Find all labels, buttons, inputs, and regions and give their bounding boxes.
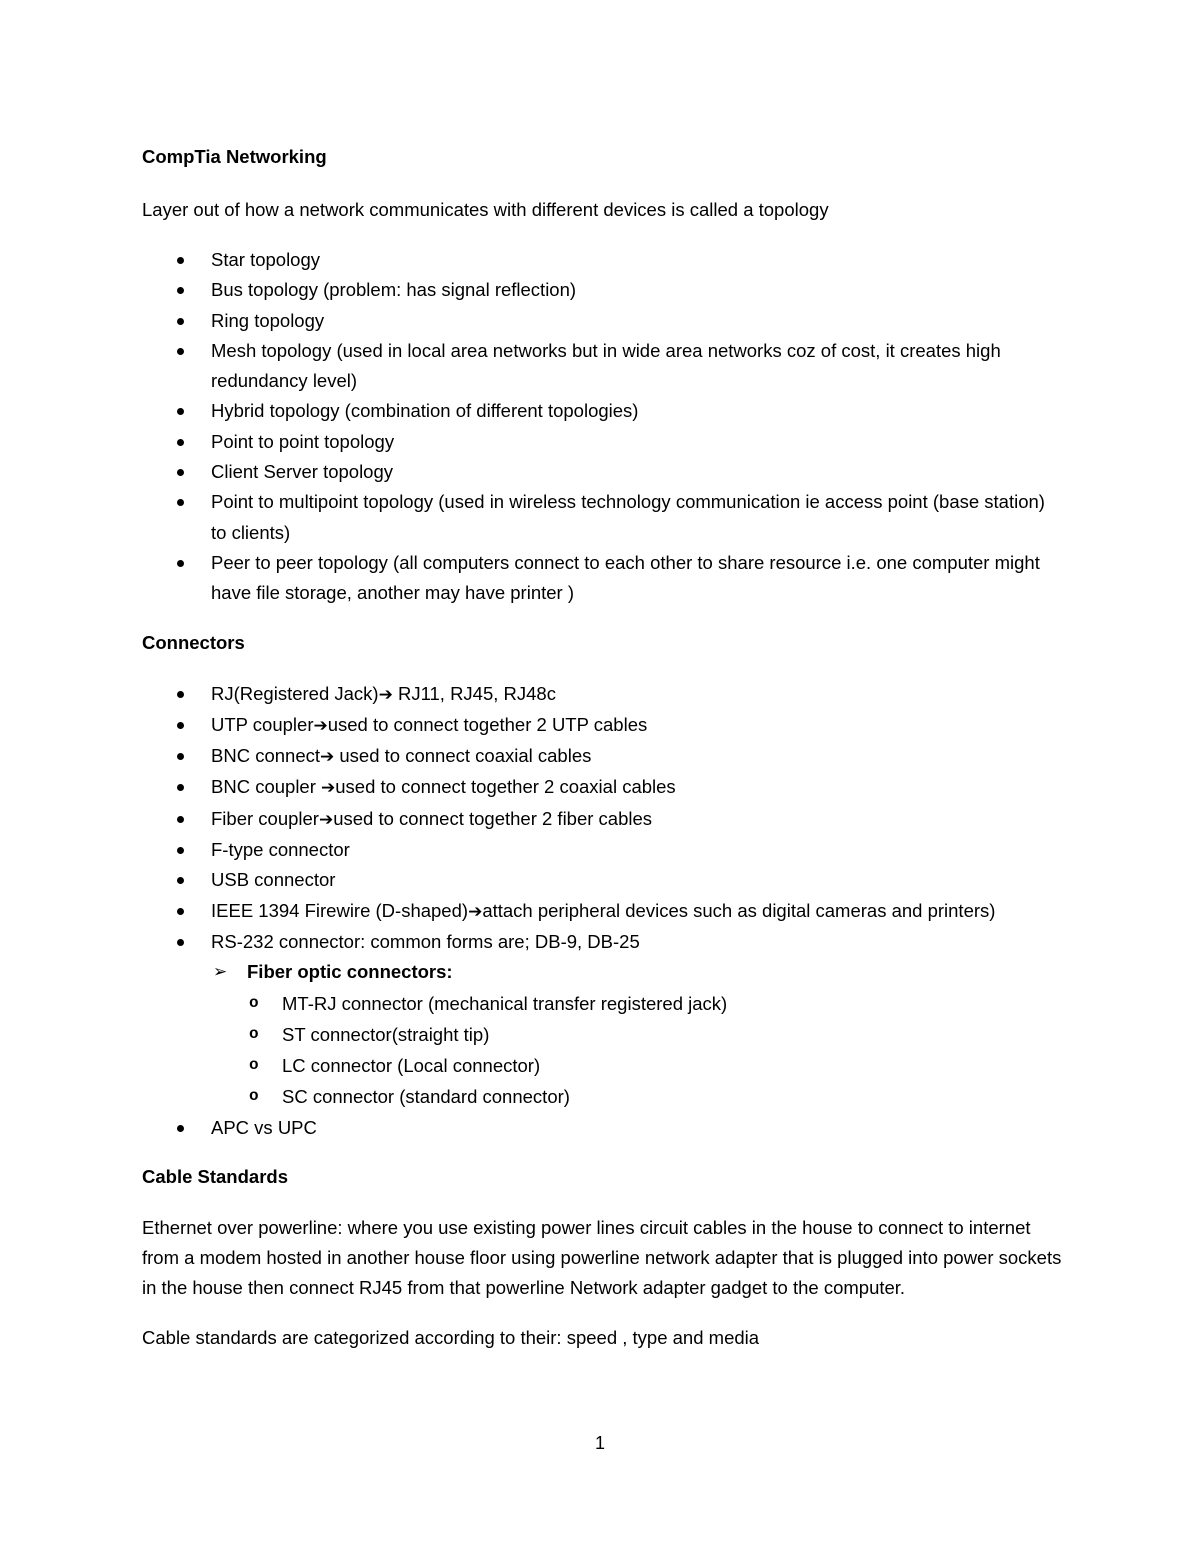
arrow-right-icon: ➔ <box>320 747 335 767</box>
arrow-right-icon: ➔ <box>378 684 393 704</box>
bullet-icon <box>177 287 184 294</box>
bullet-icon <box>177 257 184 264</box>
bullet-icon <box>177 560 184 567</box>
powerline-paragraph: Ethernet over powerline: where you use existing power lines circuit cables in the house to connect to internet from a modem hosted in another house floor using powerline network adapter that is plugged into power sockets in the house then connect RJ45 from that powerline Network adapter gadget to the computer. <box>142 1217 1062 1299</box>
connectors-list <box>142 679 1062 1143</box>
arrow-right-icon: ➔ <box>321 778 336 798</box>
list-item: BNC connect➔ used to connect coaxial cables <box>142 741 1062 772</box>
bullet-icon <box>177 753 184 760</box>
list-item: o LC connector (Local connector) <box>142 1050 1062 1081</box>
bullet-icon <box>177 1125 184 1132</box>
bullet-icon <box>177 499 184 506</box>
cable-standards-paragraph: Cable standards are categorized according to their: speed , type and media <box>142 1327 760 1349</box>
arrow-right-icon: ➔ <box>468 901 483 921</box>
connectors-heading: Connectors <box>142 631 245 653</box>
list-item: o ST connector(straight tip) <box>142 1019 1062 1050</box>
list-item: RS-232 connector: common forms are; DB-9, DB-25 <box>142 927 1062 957</box>
list-item: BNC coupler ➔used to connect together 2 coaxial cables <box>142 772 1062 803</box>
circle-bullet-icon: o <box>249 1056 259 1075</box>
list-item: Hybrid topology (combination of different topologies) <box>142 396 1062 426</box>
bullet-icon <box>177 877 184 884</box>
list-item: Client Server topology <box>142 457 1062 487</box>
bullet-icon <box>177 722 184 729</box>
document-title: CompTia Networking <box>142 146 327 167</box>
list-item: Peer to peer topology (all computers connect to each other to share resource i.e. one computer might have file storage, another may have printer ) <box>142 548 1062 609</box>
circle-bullet-icon: o <box>249 1087 259 1106</box>
list-item: USB connector <box>142 865 1062 895</box>
arrow-right-icon: ➔ <box>313 715 328 735</box>
bullet-icon <box>177 816 184 823</box>
list-item: o SC connector (standard connector) <box>142 1081 1062 1112</box>
bullet-icon <box>177 939 184 946</box>
topology-list <box>142 245 1062 609</box>
list-item: IEEE 1394 Firewire (D-shaped)➔attach peripheral devices such as digital cameras and printers) <box>142 896 1062 927</box>
circle-bullet-icon: o <box>249 1024 259 1043</box>
list-item: F-type connector <box>142 835 1062 865</box>
bullet-icon <box>177 847 184 854</box>
list-item: RJ(Registered Jack)➔ RJ11, RJ45, RJ48c <box>142 679 1062 710</box>
bullet-icon <box>177 408 184 415</box>
bullet-icon <box>177 784 184 791</box>
bullet-icon <box>177 348 184 355</box>
bullet-icon <box>177 469 184 476</box>
intro-paragraph: Layer out of how a network communicates with different devices is called a topology <box>142 199 829 220</box>
bullet-icon <box>177 691 184 698</box>
list-item: Point to point topology <box>142 427 1062 457</box>
arrowhead-bullet-icon: ➢ <box>213 962 228 982</box>
list-item: Ring topology <box>142 306 1062 336</box>
fiber-optic-subheading: ➢ Fiber optic connectors: <box>142 957 1062 987</box>
list-item: Fiber coupler➔used to connect together 2 fiber cables <box>142 804 1062 835</box>
list-item: Star topology <box>142 245 1062 275</box>
bullet-icon <box>177 439 184 446</box>
list-item: o MT-RJ connector (mechanical transfer registered jack) <box>142 988 1062 1019</box>
list-item: Mesh topology (used in local area networks but in wide area networks coz of cost, it creates high redundancy level) <box>142 336 1062 397</box>
list-item: APC vs UPC <box>142 1113 1062 1143</box>
arrow-right-icon: ➔ <box>318 809 334 829</box>
circle-bullet-icon: o <box>249 993 259 1012</box>
bullet-icon <box>177 908 184 915</box>
list-item: Bus topology (problem: has signal reflection) <box>142 275 1062 305</box>
document-page <box>142 143 1062 1353</box>
bullet-icon <box>177 318 184 325</box>
list-item: Point to multipoint topology (used in wireless technology communication ie access point (base station) to clients) <box>142 487 1062 548</box>
cable-standards-heading: Cable Standards <box>142 1166 288 1188</box>
page-number: 1 <box>594 1433 605 1453</box>
list-item: UTP coupler➔used to connect together 2 UTP cables <box>142 710 1062 741</box>
